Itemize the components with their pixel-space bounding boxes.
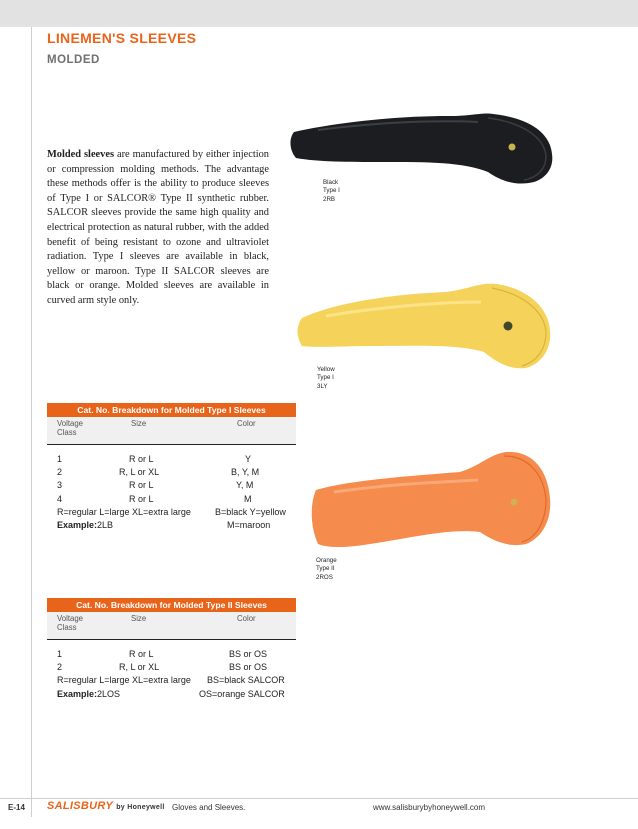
table-example-row: Example: 2LOS OS=orange SALCOR: [57, 688, 285, 699]
table-row: 1 R or L Y: [57, 454, 252, 464]
table-legend-row: R=regular L=large XL=extra large B=black Y=yellow: [57, 506, 286, 517]
page-number: E-14: [8, 803, 25, 812]
yellow-sleeve-caption: Yellow Type I 3LY: [317, 366, 335, 390]
type1-breakdown-table: [47, 403, 296, 532]
col-voltage-header: Voltage Class: [57, 419, 84, 437]
footer-rule: [0, 798, 638, 799]
intro-paragraph: [47, 148, 269, 309]
black-sleeve-image: [288, 100, 556, 186]
type2-breakdown-table: [47, 598, 296, 701]
table-example-row: Example: 2LB M=maroon: [57, 519, 271, 530]
brand-logo: SALISBURY by Honeywell: [47, 800, 165, 812]
type2-table-header: [47, 612, 296, 640]
col-color-header: Color: [237, 419, 256, 428]
page-subtitle: MOLDED: [47, 54, 100, 66]
orange-sleeve-caption: Orange Type II 2ROS: [316, 557, 337, 581]
page-title: LINEMEN'S SLEEVES: [47, 30, 197, 46]
orange-sleeve-image: [310, 440, 554, 552]
footer-url-link[interactable]: www.salisburybyhoneywell.com: [373, 803, 486, 812]
table-row: 4 R or L M: [57, 493, 252, 504]
top-bar: [0, 0, 638, 27]
yellow-sleeve-image: [296, 272, 554, 372]
black-sleeve-caption: Black Type I 2RB: [323, 179, 340, 203]
type2-table-title: Cat. No. Breakdown for Molded Type II Sleeves: [47, 598, 296, 612]
table-row: 2 R, L or XL BS or OS: [57, 662, 268, 673]
left-margin-rule: [31, 27, 32, 817]
intro-text: are manufactured by either injection or compression molding methods. The advantage these methods offer is the ability to produce sleeves of Type I or SALCOR® Type II synthetic rubber. SALCOR sleeves provide the same high quality and electrical protection as natural rubber, with the added benefit of being resistant to ozone and ultraviolet radiation. Type I sleeves are available in black, yellow or maroon. Type II SALCOR sleeves are black or orange. Molded sleeves are available in curved arm style only.: [47, 149, 269, 306]
type1-table-title: Cat. No. Breakdown for Molded Type I Sleeves: [47, 403, 296, 417]
table-row: 2 R, L or XL B, Y, M: [57, 467, 260, 478]
col-size-header: Size: [131, 614, 147, 623]
table-row: 3 R or L Y, M: [57, 480, 254, 491]
col-voltage-header: Voltage Class: [57, 614, 84, 632]
col-color-header: Color: [237, 614, 256, 623]
table-legend-row: R=regular L=large XL=extra large BS=black SALCOR: [57, 675, 285, 686]
intro-lead: Molded sleeves: [47, 149, 115, 160]
table-row: 1 R or L BS or OS: [57, 649, 268, 659]
footer-section: Gloves and Sleeves.: [172, 803, 246, 812]
type1-table-header: [47, 417, 296, 445]
col-size-header: Size: [131, 419, 147, 428]
